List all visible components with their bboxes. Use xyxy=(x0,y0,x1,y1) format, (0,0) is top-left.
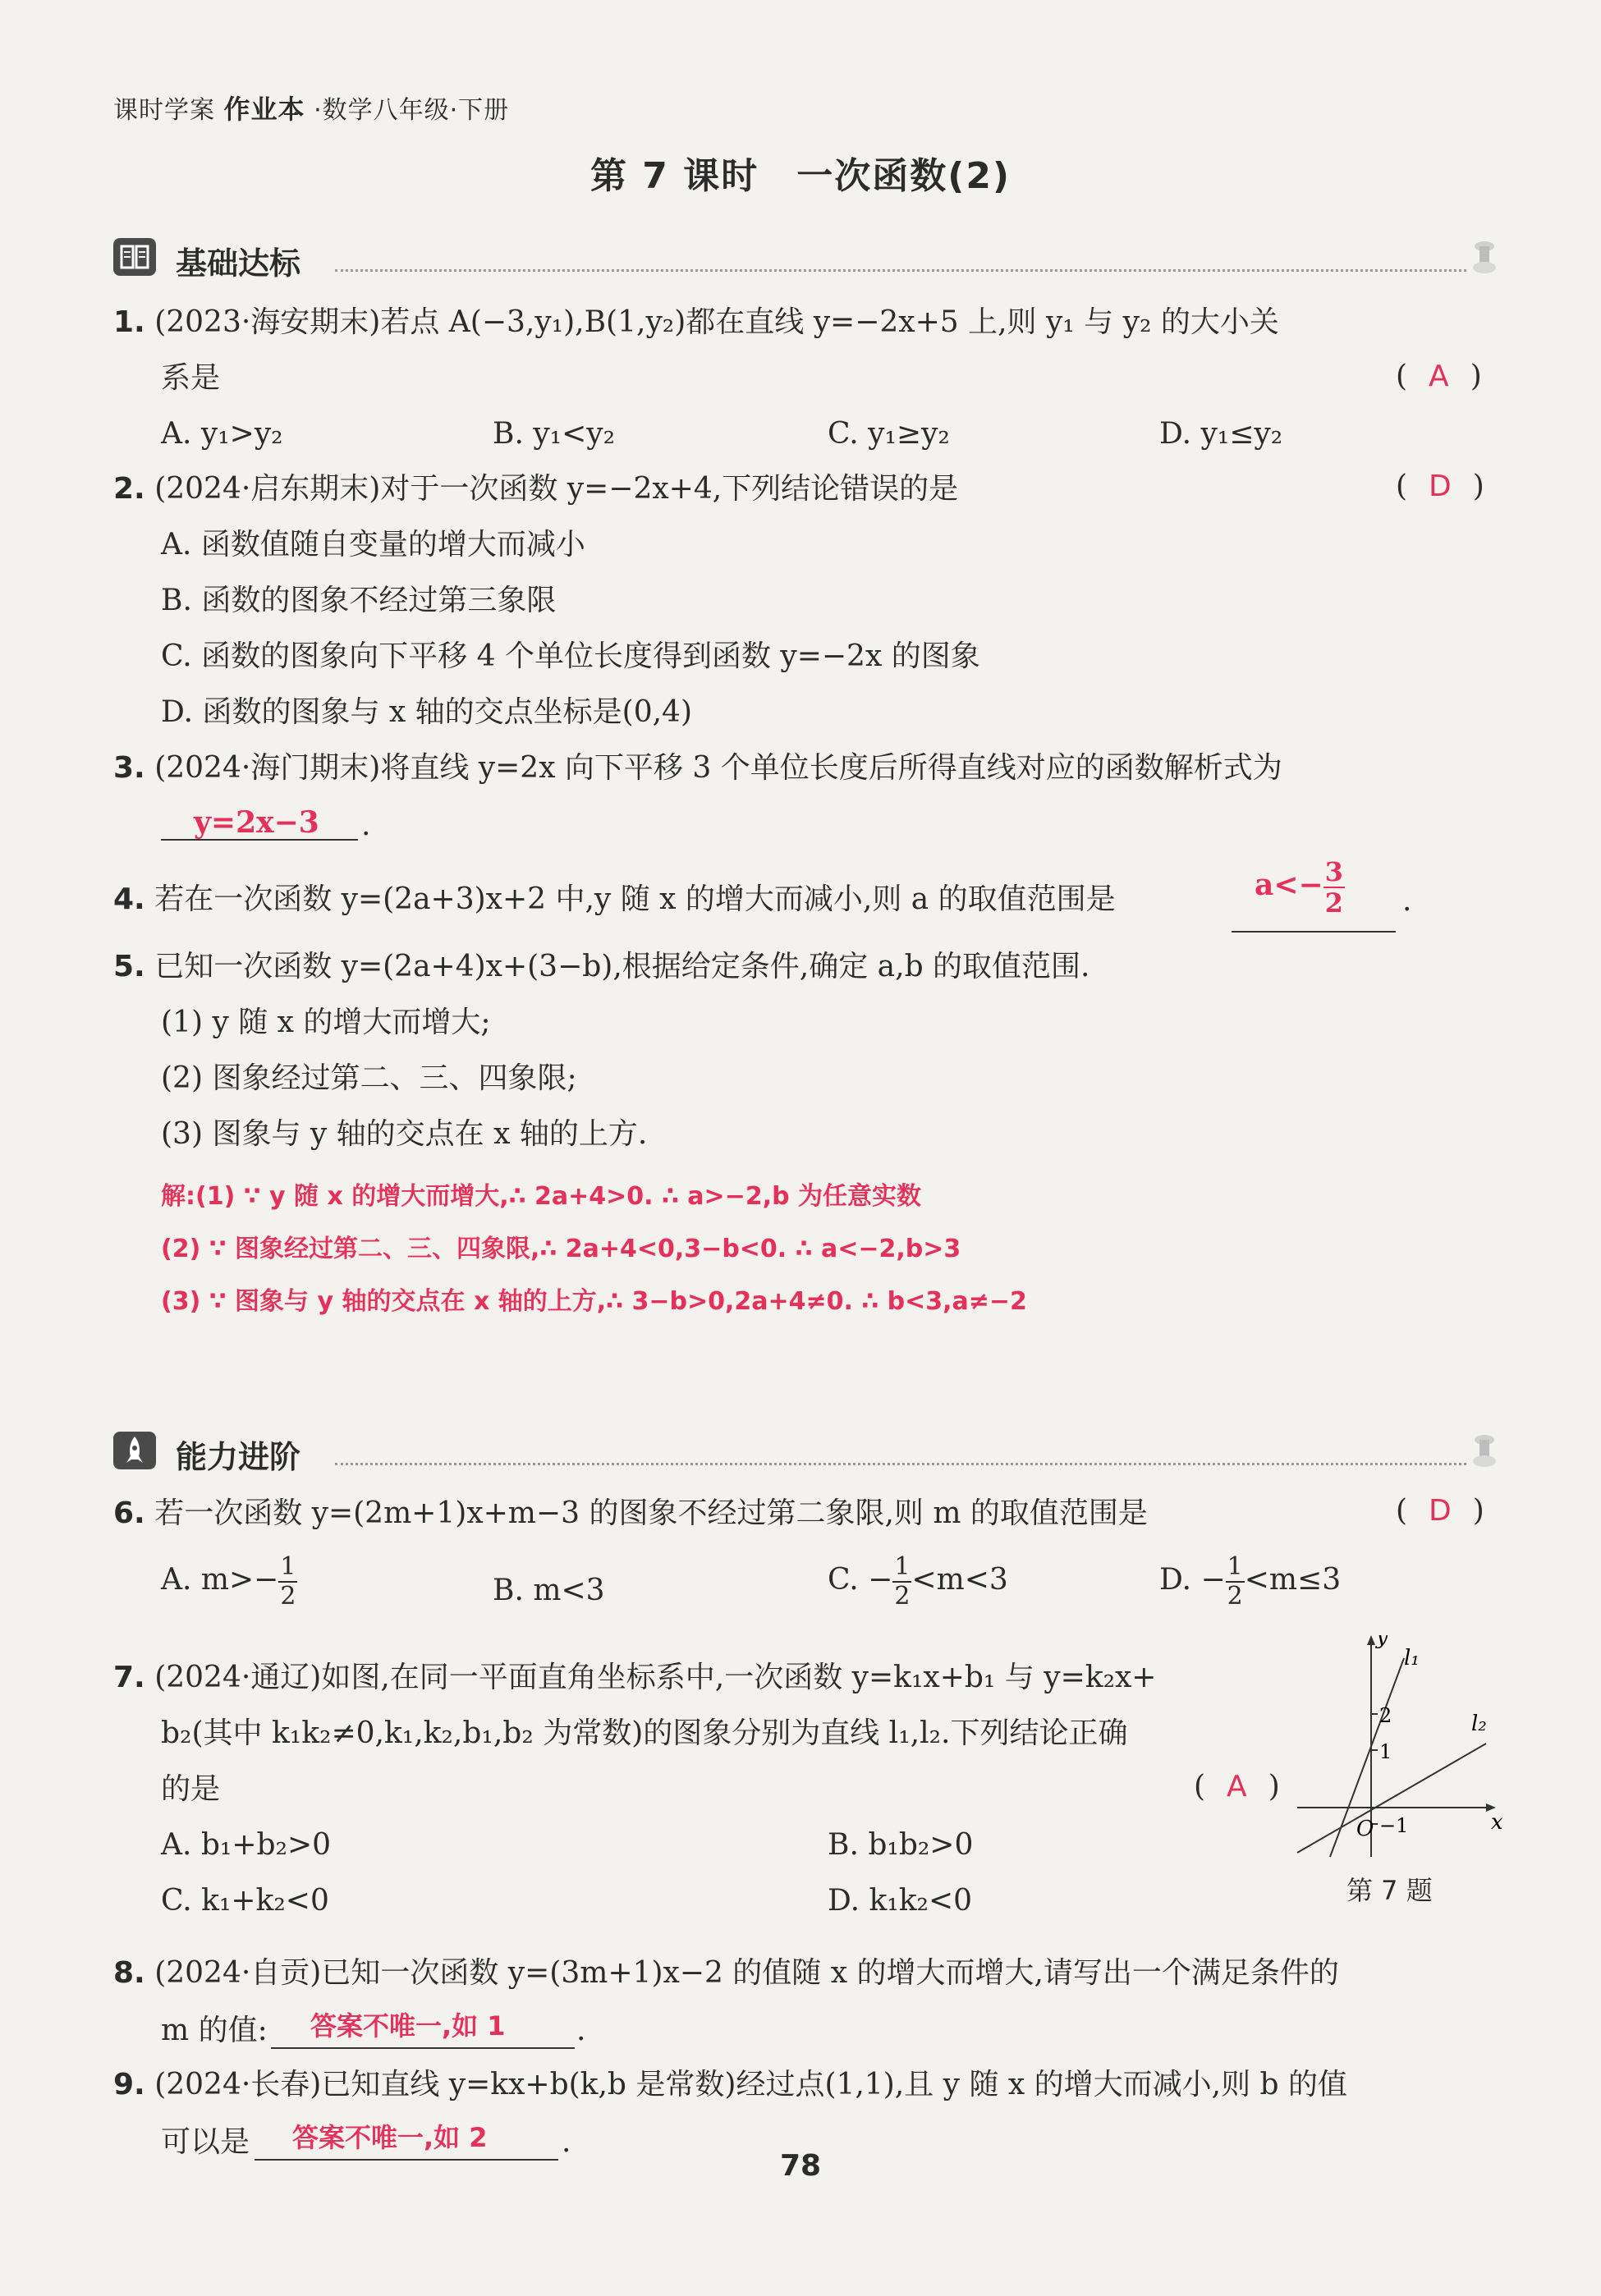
answer-choice: ( D ) xyxy=(1396,1494,1484,1528)
answer-value: y=2x−3 xyxy=(194,805,319,840)
question-number: 6. xyxy=(113,1496,145,1530)
coordinate-graph xyxy=(1281,1635,1502,1867)
section-advanced xyxy=(113,1427,1499,1476)
question-text: (2023·海安期末)若点 A(−3,y₁),B(1,y₂)都在直线 y=−2x+5 上,则 y₁ 与 y₂ 的大小关 xyxy=(154,305,1279,339)
answer-choice: ( A ) xyxy=(1194,1770,1280,1803)
answer-value: A xyxy=(1227,1770,1247,1803)
question-3 xyxy=(113,751,1282,785)
section-title: 能力进阶 xyxy=(176,1439,301,1475)
answer-value: A xyxy=(1429,360,1449,393)
option-c: C. − $\frac{1}{2}$ <m<3 xyxy=(828,1552,1008,1611)
option-b: B. b₁b₂>0 xyxy=(828,1828,974,1862)
section-divider xyxy=(335,1463,1466,1465)
option-d: D. − $\frac{1}{2}$ <m≤3 xyxy=(1159,1552,1342,1611)
period: . xyxy=(361,809,371,842)
answer-value: a<− $\frac{3}{2}$ xyxy=(1255,856,1343,919)
solution-line-2: (2) ∵ 图象经过第二、三、四象限,∴ 2a+4<0,3−b<0. ∴ a<−2,b>3 xyxy=(161,1235,961,1263)
question-text: 已知一次函数 y=(2a+4)x+(3−b),根据给定条件,确定 a,b 的取值范围. xyxy=(154,950,1090,983)
solution-line-3: (3) ∵ 图象与 y 轴的交点在 x 轴的上方,∴ 3−b>0,2a+4≠0. ∴ b<3,a≠−2 xyxy=(161,1287,1027,1316)
question-number: 4. xyxy=(113,882,145,916)
question-text-cont: b₂(其中 k₁k₂≠0,k₁,k₂,b₁,b₂ 为常数)的图象分别为直线 l₁,l₂.下列结论正确 xyxy=(161,1716,1128,1750)
figure-caption: 第 7 题 xyxy=(1346,1875,1433,1906)
option-c: C. k₁+k₂<0 xyxy=(161,1884,329,1918)
tick-1: 1 xyxy=(1379,1740,1392,1763)
question-text: (2024·海门期末)将直线 y=2x 向下平移 3 个单位长度后所得直线对应的函数解析式为 xyxy=(154,751,1282,785)
answer-value: D xyxy=(1429,1494,1452,1528)
option-a: A. y₁>y₂ xyxy=(161,417,283,451)
option-a: A. 函数值随自变量的增大而减小 xyxy=(161,528,585,561)
question-text-cont: 系是 xyxy=(161,361,221,395)
question-number: 2. xyxy=(113,472,145,506)
period: . xyxy=(576,2014,586,2047)
question-8 xyxy=(113,1956,1339,1990)
running-header xyxy=(113,89,509,126)
option-d: D. k₁k₂<0 xyxy=(828,1884,973,1918)
rocket-icon xyxy=(113,1432,156,1469)
option-c: C. 函数的图象向下平移 4 个单位长度得到函数 y=−2x 的图象 xyxy=(161,639,980,673)
answer-value: 答案不唯一,如 1 xyxy=(310,2010,506,2042)
answer-choice: ( D ) xyxy=(1396,470,1484,503)
option-d: D. y₁≤y₂ xyxy=(1159,417,1283,451)
question-number: 9. xyxy=(113,2068,145,2101)
question-number: 5. xyxy=(113,950,145,983)
sub-question-3: (3) 图象与 y 轴的交点在 x 轴的上方. xyxy=(161,1117,648,1151)
tick-2: 2 xyxy=(1379,1704,1392,1727)
question-text: (2024·自贡)已知一次函数 y=(3m+1)x−2 的值随 x 的增大而增大,请写出一个满足条件的 xyxy=(154,1956,1339,1990)
sub-question-2: (2) 图象经过第二、三、四象限; xyxy=(161,1061,577,1095)
question-text: 若在一次函数 y=(2a+3)x+2 中,y 随 x 的增大而减小,则 a 的取值范围是 xyxy=(154,882,1116,916)
page-number: 78 xyxy=(779,2149,822,2183)
option-a: A. m>− $\frac{1}{2}$ xyxy=(161,1552,296,1611)
lesson-title: 第 7 课时 一次函数(2) xyxy=(589,155,1012,197)
line-l2-label: l₂ xyxy=(1471,1712,1487,1736)
section-title: 基础达标 xyxy=(176,245,301,282)
question-text: (2024·通辽)如图,在同一平面直角坐标系中,一次函数 y=k₁x+b₁ 与 y=k₂x+ xyxy=(154,1661,1157,1694)
question-6 xyxy=(113,1496,1148,1530)
option-b: B. y₁<y₂ xyxy=(493,417,616,451)
question-number: 1. xyxy=(113,305,145,339)
question-1 xyxy=(113,305,1279,339)
period: . xyxy=(562,2125,571,2159)
section-divider xyxy=(335,269,1466,272)
pin-icon xyxy=(1470,240,1499,281)
question-text: (2024·长春)已知直线 y=kx+b(k,b 是常数)经过点(1,1),且 y 随 x 的增大而减小,则 b 的值 xyxy=(154,2068,1348,2101)
tick-minus-1: −1 xyxy=(1379,1814,1409,1837)
option-c: C. y₁≥y₂ xyxy=(828,417,950,451)
question-5 xyxy=(113,952,1090,982)
answer-choice: ( A ) xyxy=(1396,360,1482,393)
line-l1-label: l₁ xyxy=(1404,1646,1420,1670)
header-suffix: ·数学八年级·下册 xyxy=(314,96,510,125)
sub-question-1: (1) y 随 x 的增大而增大; xyxy=(161,1006,491,1039)
answer-value: 答案不唯一,如 2 xyxy=(292,2122,488,2153)
option-b: B. m<3 xyxy=(493,1574,605,1607)
question-number: 3. xyxy=(113,751,145,785)
answer-blank xyxy=(271,2047,575,2049)
period: . xyxy=(1402,884,1412,918)
question-text-cont: m 的值: xyxy=(161,2014,268,2047)
option-b: B. 函数的图象不经过第三象限 xyxy=(161,584,557,617)
book-icon xyxy=(113,238,156,276)
question-9 xyxy=(113,2070,1347,2100)
question-text-cont: 可以是 xyxy=(161,2125,250,2159)
section-basic xyxy=(113,233,1499,282)
pin-icon xyxy=(1470,1433,1499,1474)
question-7 xyxy=(113,1663,1156,1693)
question-text: (2024·启东期末)对于一次函数 y=−2x+4,下列结论错误的是 xyxy=(154,472,959,506)
answer-blank xyxy=(1232,931,1396,933)
answer-value: D xyxy=(1429,470,1452,503)
option-a: A. b₁+b₂>0 xyxy=(161,1828,332,1862)
question-number: 7. xyxy=(113,1661,145,1694)
option-d: D. 函数的图象与 x 轴的交点坐标是(0,4) xyxy=(161,695,692,729)
question-2 xyxy=(113,474,958,504)
origin-label: O xyxy=(1356,1817,1374,1841)
x-axis-label: x xyxy=(1491,1810,1502,1835)
y-axis-label: y xyxy=(1376,1635,1388,1649)
header-prefix: 课时学案 xyxy=(113,96,215,125)
question-4 xyxy=(113,882,1116,916)
solution-line-1: 解:(1) ∵ y 随 x 的增大而增大,∴ 2a+4>0. ∴ a>−2,b 为任意实数 xyxy=(161,1182,922,1211)
question-number: 8. xyxy=(113,1956,145,1990)
question-text-cont: 的是 xyxy=(161,1772,221,1806)
question-text: 若一次函数 y=(2m+1)x+m−3 的图象不经过第二象限,则 m 的取值范围是 xyxy=(154,1496,1148,1530)
header-bold: 作业本 xyxy=(223,94,305,125)
